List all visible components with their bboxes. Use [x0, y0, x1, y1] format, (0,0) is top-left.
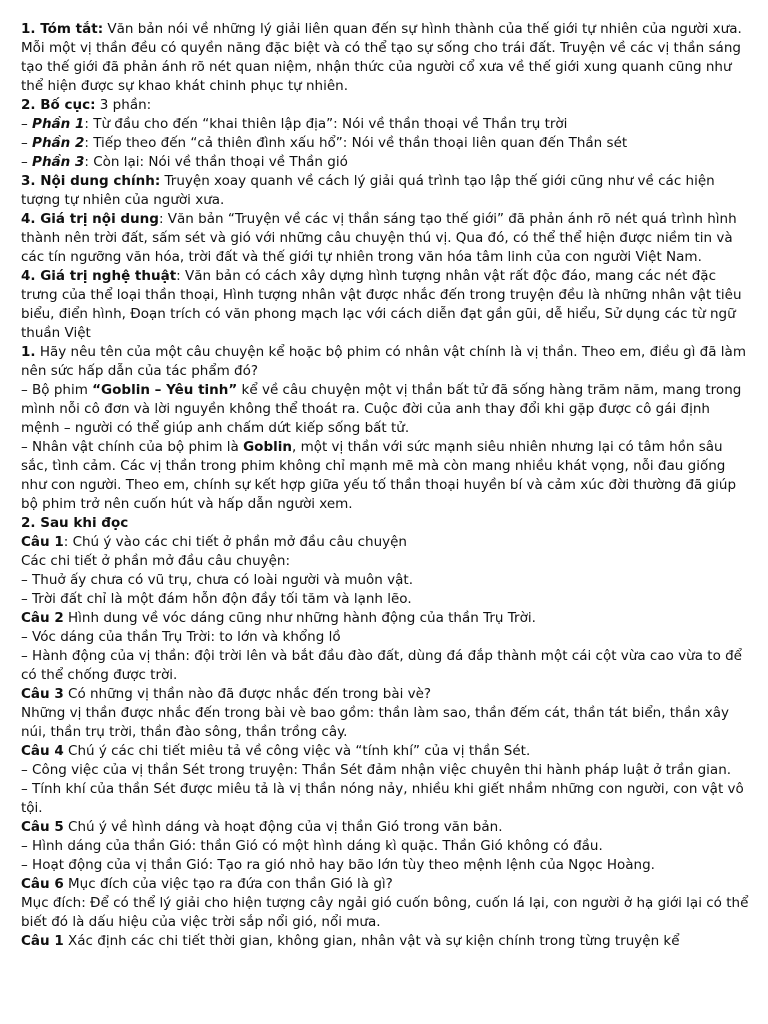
- answer-line: – Trời đất chỉ là một đám hỗn độn đầy tối tăm và lạnh lẽo.: [21, 591, 412, 607]
- answer-line: – Vóc dáng của thần Trụ Trời: to lớn và khổng lồ: [21, 629, 341, 645]
- question-7: Câu 1 Xác định các chi tiết thời gian, không gian, nhân vật và sự kiện chính trong từng truyện kể: [21, 933, 680, 949]
- question-1: Câu 1: Chú ý vào các chi tiết ở phần mở đầu câu chuyện: [21, 534, 407, 550]
- answer-line: Những vị thần được nhắc đến trong bài vè bao gồm: thần làm sao, thần đếm cát, thần tát biển, thần xây núi, thần trụ trời, thần đào sông, thần trồng cây.: [21, 705, 729, 740]
- content-value-paragraph: 4. Giá trị nội dung: Văn bản “Truyện về các vị thần sáng tạo thế giới” đã phản ánh rõ nét quá trình hình thành nên trời đất, sấm sét và gió với những câu chuyện thú vị. Qua đó, có thể thể hiện được niềm tin và các tín ngưỡng văn hóa, trời đất và thế giới tự nhiên trong văn hóa tâm linh của con người Việt Nam.: [21, 211, 737, 265]
- pre-reading-question: 1. Hãy nêu tên của một câu chuyện kể hoặc bộ phim có nhân vật chính là vị thần. Theo em, điều gì đã làm nên sức hấp dẫn của tác phẩm đó?: [21, 344, 746, 379]
- answer-line: Mục đích: Để có thể lý giải cho hiện tượng cây ngải gió cuốn bông, cuốn lá lại, con người ở hạ giới lại có thể biết đó là dấu hiệu của việc trời sắp nổi gió, nổi mưa.: [21, 895, 749, 930]
- question-2: Câu 2 Hình dung về vóc dáng cũng như những hành động của thần Trụ Trời.: [21, 610, 536, 626]
- answer-line: – Thuở ấy chưa có vũ trụ, chưa có loài người và muôn vật.: [21, 572, 413, 588]
- answer-line: – Hoạt động của vị thần Gió: Tạo ra gió nhỏ hay bão lớn tùy theo mệnh lệnh của Ngọc Hoàng.: [21, 857, 655, 873]
- main-content-paragraph: 3. Nội dung chính: Truyện xoay quanh về cách lý giải quá trình tạo lập thế giới cũng như về các hiện tượng tự nhiên của người xưa.: [21, 173, 715, 208]
- after-reading-heading: 2. Sau khi đọc: [21, 515, 129, 531]
- question-6: Câu 6 Mục đích của việc tạo ra đứa con thần Gió là gì?: [21, 876, 393, 892]
- art-value-paragraph: 4. Giá trị nghệ thuật: Văn bản có cách xây dựng hình tượng nhân vật rất độc đáo, mang các nét đặc trưng của thể loại thần thoại, Hình tượng nhân vật được nhắc đến trong truyện đều là những nhân vật tiêu biểu, điển hình, Đoạn trích có văn phong mạch lạc với cách diễn đạt gần gũi, dễ hiểu, Sử dụng các từ ngữ thuần Việt: [21, 268, 742, 341]
- question-3: Câu 3 Có những vị thần nào đã được nhắc đến trong bài vè?: [21, 686, 432, 702]
- answer-line: – Hành động của vị thần: đội trời lên và bắt đầu đào đất, dùng đá đắp thành một cái cột vừa cao vừa to để có thể chống được trời.: [21, 648, 742, 683]
- structure-part-1: – Phần 1: Từ đầu cho đến “khai thiên lập địa”: Nói về thần thoại về Thần trụ trời: [21, 116, 568, 132]
- answer-line: – Hình dáng của thần Gió: thần Gió có một hình dáng kì quặc. Thần Gió không có đầu.: [21, 838, 603, 854]
- pre-reading-answer-1: – Bộ phim “Goblin – Yêu tinh” kể về câu chuyện một vị thần bất tử đã sống hàng trăm năm, mang trong mình nỗi cô đơn và lời nguyền không thể thoát ra. Cuộc đời của anh thay đổi khi gặp được cô gái định mệnh – người có thể giúp anh chấm dứt kiếp sống bất tử.: [21, 382, 742, 436]
- summary-paragraph: 1. Tóm tắt: Văn bản nói về những lý giải liên quan đến sự hình thành của thế giới tự nhiên của người xưa. Mỗi một vị thần đều có quyền năng đặc biệt và có thể tạo sự sống cho trái đất. Truyện về các vị thần sáng tạo thế giới đã phản ánh rõ nét quan niệm, nhận thức của người cổ xưa về thế giới xung quanh cũng như thể hiện được sự khao khát chinh phục tự nhiên.: [21, 21, 742, 94]
- answer-line: – Công việc của vị thần Sét trong truyện: Thần Sét đảm nhận việc chuyên thi hành pháp luật ở trần gian.: [21, 762, 732, 778]
- structure-paragraph: 2. Bố cục: 3 phần:: [21, 97, 152, 113]
- structure-part-2: – Phần 2: Tiếp theo đến “cả thiên đình xấu hổ”: Nói về thần thoại liên quan đến Thần sét: [21, 135, 628, 151]
- document-page: [21, 20, 749, 951]
- answer-line: – Tính khí của thần Sét được miêu tả là vị thần nóng nảy, nhiều khi giết nhầm những con người, con vật vô tội.: [21, 781, 744, 816]
- pre-reading-answer-2: – Nhân vật chính của bộ phim là Goblin, một vị thần với sức mạnh siêu nhiên nhưng lại có tâm hồn sâu sắc, tình cảm. Các vị thần trong phim không chỉ mạnh mẽ mà còn mang nhiều khát vọng, nỗi đau giống như con người. Theo em, chính sự kết hợp giữa yếu tố thần thoại huyền bí và cảm xúc đời thường đã giúp bộ phim trở nên cuốn hút và hấp dẫn người xem.: [21, 439, 737, 512]
- question-4: Câu 4 Chú ý các chi tiết miêu tả về công việc và “tính khí” của vị thần Sét.: [21, 743, 531, 759]
- answer-line: Các chi tiết ở phần mở đầu câu chuyện:: [21, 553, 291, 569]
- question-5: Câu 5 Chú ý về hình dáng và hoạt động của vị thần Gió trong văn bản.: [21, 819, 503, 835]
- structure-part-3: – Phần 3: Còn lại: Nói về thần thoại về Thần gió: [21, 154, 348, 170]
